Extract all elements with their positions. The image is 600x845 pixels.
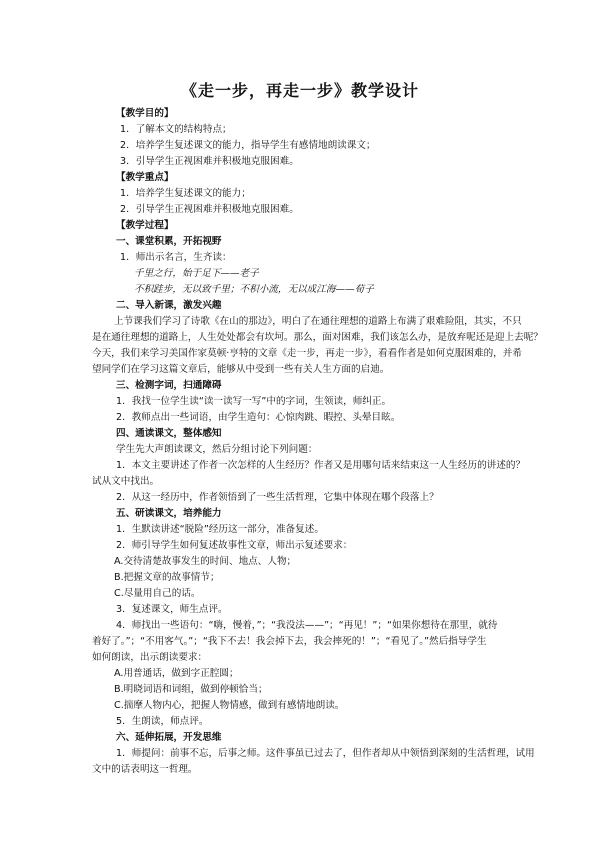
goal-item: 3．引导学生正视困难并积极地克服困难。	[120, 156, 299, 167]
section-4-heading: 四、通读课文，整体感知	[116, 428, 222, 439]
section-5-item: 1．生默读讲述“脱险”经历这一部分，准备复述。	[116, 524, 324, 535]
section-2-paragraph-line: 上节课我们学习了诗歌《在山的那边》，明白了在通往理想的道路上布满了艰难险阻，其实，不只	[114, 316, 522, 327]
section-2-paragraph-line: 今天，我们来学习美国作家莫顿·亨特的文章《走一步，再走一步》，看看作者是如何克服困难的，并希	[92, 348, 522, 359]
section-1-line: 1．师出示名言，生齐读：	[120, 252, 232, 263]
section-5-heading: 五、研读课文，培养能力	[116, 508, 222, 519]
document-title: 《走一步，再走一步》教学设计	[180, 81, 419, 100]
section-5-item: 2．师引导学生如何复述故事性文章，师出示复述要求：	[116, 540, 353, 551]
section-2-paragraph-line: 是在通往理想的道路上，人生处处都会有坎坷。那么，面对困难，我们该怎么办，是放弃呢还是迎上去呢？	[92, 332, 543, 343]
key-point-item: 1．培养学生复述课文的能力；	[120, 188, 251, 199]
key-point-item: 2．引导学生正视困难并积极地克服困难。	[120, 204, 299, 215]
section-3-item: 1．我找一位学生读“读一读写一写”中的字词，生领读，师纠正。	[116, 396, 392, 407]
section-5-item: B.把握文章的故事情节；	[114, 572, 220, 583]
section-5-item: A.交待清楚故事发生的时间、地点、人物；	[114, 556, 297, 567]
section-5-item-4: 着好了。”；“不用客气。”；“我下不去！我会掉下去，我会摔死的！”；“看见了。”然后指导学生	[92, 636, 487, 647]
section-5-item: C.尽量用自己的话。	[114, 588, 201, 599]
section-5-item-4: 如何朗读，出示朗读要求：	[92, 652, 208, 663]
section-6-paragraph-line: 文中的话表明这一哲理。	[92, 764, 198, 775]
key-points-heading: 【教学重点】	[116, 172, 174, 183]
goal-item: 1．了解本文的结构特点；	[120, 124, 232, 135]
reading-requirement: B.明晓词语和词组，做到停顿恰当；	[114, 684, 268, 695]
reading-requirement: 5．生朗读，师点评。	[116, 716, 209, 727]
goal-item: 2．培养学生复述课文的能力，指导学生有感情地朗读课文；	[120, 140, 376, 151]
section-4-intro: 学生先大声朗读课文，然后分组讨论下列问题：	[116, 444, 318, 455]
reading-requirement: C.揣摩人物内心，把握人物情感，做到有感情地朗读。	[114, 700, 345, 711]
section-3-heading: 三、检测字词，扫通障碍	[116, 380, 222, 391]
section-3-item: 2．教师点出一些词语，由学生造句：心惊肉跳、暇控、头晕目眩。	[116, 412, 401, 423]
section-2-heading: 二、导入新课，激发兴趣	[116, 300, 222, 311]
reading-requirement: A.用普通话，做到字正腔圆；	[114, 668, 239, 679]
process-heading: 【教学过程】	[116, 220, 174, 231]
goals-heading: 【教学目的】	[116, 108, 174, 119]
section-5-item: 3．复述课文，师生点评。	[116, 604, 228, 615]
section-4-question: 试从文中找出。	[92, 476, 160, 487]
quote-xunzi: 不积跬步，无以致千里；不积小流，无以成江海——荀子	[134, 284, 374, 295]
section-4-question: 1．本文主要讲述了作者一次怎样的人生经历？作者又是用哪句话来结束这一人生经历的讲述的？	[116, 460, 526, 471]
section-1-heading: 一、课堂积累，开拓视野	[116, 236, 222, 247]
section-6-paragraph-line: 1．师提问：前事不忘，后事之师。这件事虽已过去了，但作者却从中领悟到深刻的生活哲理，试用	[116, 748, 535, 759]
quote-laozi: 千里之行，始于足下——老子	[134, 268, 259, 279]
section-2-paragraph-line: 望同学们在学习这篇文章后，能够从中受到一些有关人生方面的启迪。	[92, 364, 390, 375]
section-6-heading: 六、延伸拓展，开发思维	[116, 732, 222, 743]
section-5-item-4: 4．师找出一些语句：“嗨，慢着，”；“我没法——”；“再见！”；“如果你想待在那里，就待	[116, 620, 498, 631]
section-4-question: 2．从这一经历中，作者领悟到了一些生活哲理，它集中体现在哪个段落上？	[116, 492, 439, 503]
